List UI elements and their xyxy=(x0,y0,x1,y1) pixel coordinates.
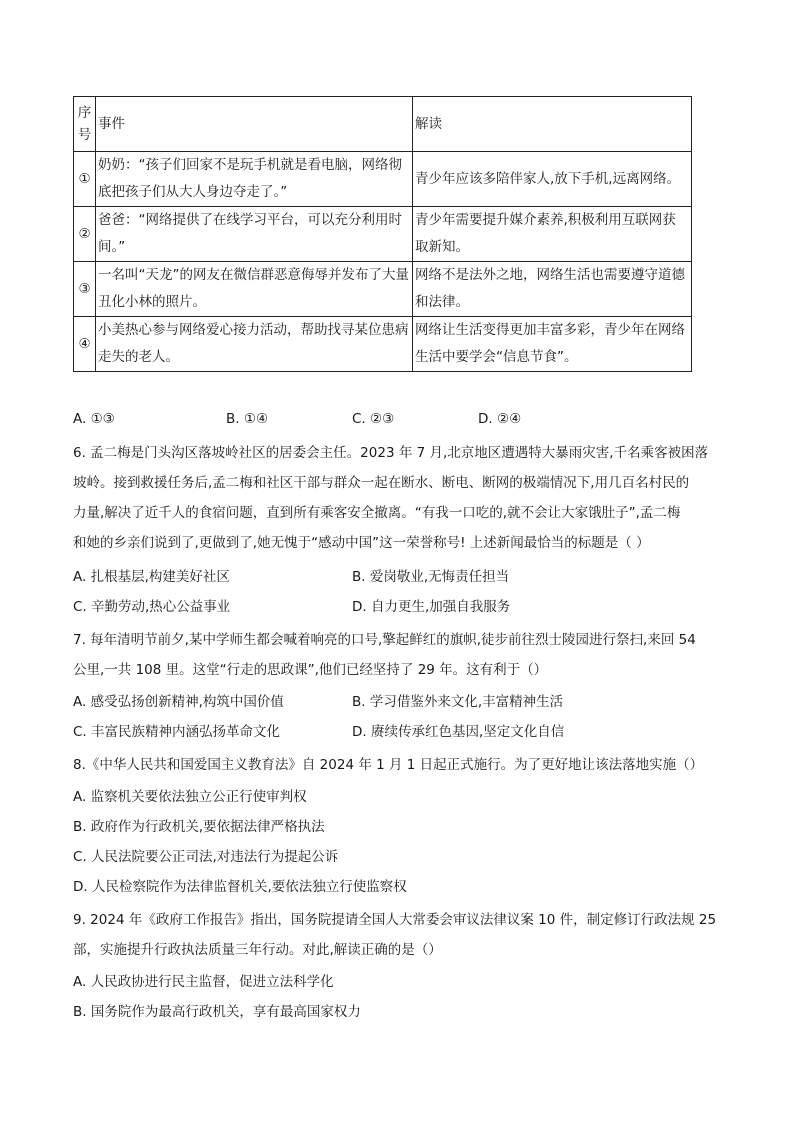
q7-option-d: D. 赓续传承红色基因,坚定文化自信 xyxy=(352,724,565,740)
q8-line-1: 8.《中华人民共和国爱国主义教育法》自 2024 年 1 月 1 日起正式施行。为了更好地让该法落地实施（） xyxy=(73,757,704,773)
row-event: 爸爸：“网络提供了在线学习平台，可以充分利用时间。” xyxy=(96,207,413,262)
table-row xyxy=(74,207,692,262)
q5-options xyxy=(73,411,713,431)
q5-option-b: B. ①④ xyxy=(226,411,269,427)
q5-option-d: D. ②④ xyxy=(478,411,522,427)
row-reading: 青少年需要提升媒介素养,积极利用互联网获取新知。 xyxy=(413,207,692,262)
row-reading: 网络不是法外之地，网络生活也需要遵守道德和法律。 xyxy=(413,262,692,317)
events-table xyxy=(73,96,692,372)
q9-line-2: 部，实施提升行政执法质量三年行动。对此,解读正确的是（） xyxy=(73,942,442,958)
q6-line-2: 坡岭。接到救援任务后,孟二梅和社区干部与群众一起在断水、断电、断网的极端情况下,用几百名村民的 xyxy=(73,475,690,491)
table-row xyxy=(74,317,692,372)
q8-option-d: D. 人民检察院作为法律监督机关,要依法独立行使监察权 xyxy=(73,879,407,895)
table-header-row xyxy=(74,97,692,152)
row-number: ④ xyxy=(74,317,96,372)
q8-option-a: A. 监察机关要依法独立公正行使审判权 xyxy=(73,789,307,805)
q9-line-1: 9. 2024 年《政府工作报告》指出，国务院提请全国人大常委会审议法律议案 10 件，制定修订行政法规 25 xyxy=(73,912,717,928)
q5-option-c: C. ②③ xyxy=(352,411,395,427)
q6-option-a: A. 扎根基层,构建美好社区 xyxy=(73,569,230,585)
header-reading: 解读 xyxy=(413,97,692,152)
q8-option-b: B. 政府作为行政机关,要依据法律严格执法 xyxy=(73,819,325,835)
q7-option-a: A. 感受弘扬创新精神,构筑中国价值 xyxy=(73,694,284,710)
q6-option-d: D. 自力更生,加强自我服务 xyxy=(352,599,511,615)
row-number: ① xyxy=(74,152,96,207)
table-row xyxy=(74,262,692,317)
row-reading: 青少年应该多陪伴家人,放下手机,远离网络。 xyxy=(413,152,692,207)
q7-option-c: C. 丰富民族精神内涵弘扬革命文化 xyxy=(73,724,281,740)
row-event: 小美热心参与网络爱心接力活动，帮助找寻某位患病走失的老人。 xyxy=(96,317,413,372)
q6-option-b: B. 爱岗敬业,无悔责任担当 xyxy=(352,569,510,585)
header-event: 事件 xyxy=(96,97,413,152)
q7-option-b: B. 学习借鉴外来文化,丰富精神生活 xyxy=(352,694,564,710)
q5-option-a: A. ①③ xyxy=(73,411,115,427)
header-index: 序号 xyxy=(74,97,96,152)
q6-option-c: C. 辛勤劳动,热心公益事业 xyxy=(73,599,231,615)
row-event: 一名叫“天龙”的网友在微信群恶意侮辱并发布了大量丑化小林的照片。 xyxy=(96,262,413,317)
q9-option-a: A. 人民政协进行民主监督，促进立法科学化 xyxy=(73,974,334,990)
q7-line-2: 公里,一共 108 里。这堂“行走的思政课”,他们已经坚持了 29 年。这有利于（） xyxy=(73,662,548,678)
q9-option-b: B. 国务院作为最高行政机关，享有最高国家权力 xyxy=(73,1004,361,1020)
row-number: ② xyxy=(74,207,96,262)
row-number: ③ xyxy=(74,262,96,317)
q6-line-3: 力量,解决了近千人的食宿问题，直到所有乘客安全撤离。“有我一口吃的,就不会让大家饿肚子”,孟二梅 xyxy=(73,505,681,521)
table-row xyxy=(74,152,692,207)
row-event: 奶奶：“孩子们回家不是玩手机就是看电脑，网络彻底把孩子们从大人身边夺走了。” xyxy=(96,152,413,207)
q6-line-4: 和她的乡亲们说到了,更做到了,她无愧于“感动中国”这一荣誉称号! 上述新闻最恰当的标题是（ ） xyxy=(73,535,650,551)
q8-option-c: C. 人民法院要公正司法,对违法行为提起公诉 xyxy=(73,849,339,865)
q6-line-1: 6. 孟二梅是门头沟区落坡岭社区的居委会主任。2023 年 7 月,北京地区遭遇特大暴雨灾害,千名乘客被困落 xyxy=(73,445,709,461)
q7-line-1: 7. 每年清明节前夕,某中学师生都会喊着响亮的口号,擎起鲜红的旗帜,徒步前往烈士陵园进行祭扫,来回 54 xyxy=(73,632,696,648)
row-reading: 网络让生活变得更加丰富多彩，青少年在网络生活中要学会“信息节食”。 xyxy=(413,317,692,372)
